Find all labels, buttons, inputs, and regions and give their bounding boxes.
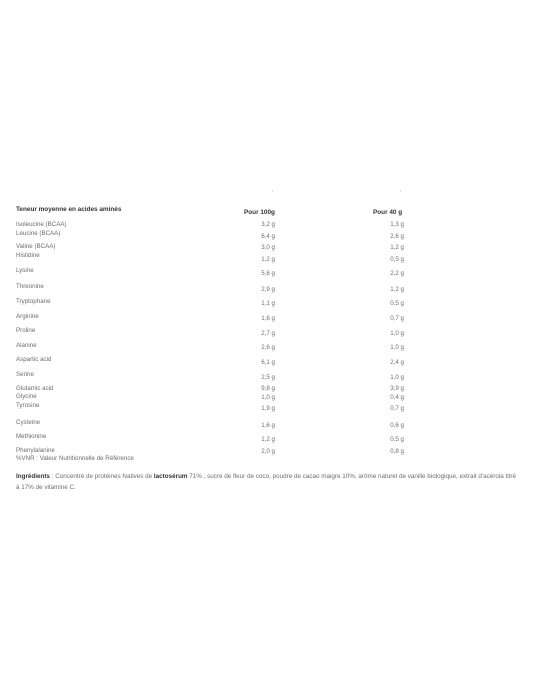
value-per-40g: 0,5 g	[390, 300, 404, 307]
value-per-40g: 0,8 g	[390, 448, 404, 455]
value-per-100g: 1,6 g	[261, 315, 275, 322]
value-per-100g: 5,6 g	[261, 270, 275, 277]
column-marker: '	[400, 191, 402, 197]
value-per-40g: 3,9 g	[390, 385, 404, 392]
ingredients-paragraph	[16, 472, 521, 493]
ingredients-text-before: : Concentré de protéines Natives de	[49, 473, 154, 480]
value-per-100g: 1,9 g	[261, 405, 275, 412]
amino-acid-name: Histidine	[16, 252, 40, 259]
value-per-100g: 6,1 g	[261, 359, 275, 366]
value-per-100g: 2,9 g	[261, 286, 275, 293]
value-per-100g: 1,6 g	[261, 422, 275, 429]
value-per-40g: 2,6 g	[390, 233, 404, 240]
value-per-100g: 1,2 g	[261, 256, 275, 263]
amino-acid-name: Tryptophane	[16, 298, 51, 305]
value-per-100g: 1,1 g	[261, 300, 275, 307]
amino-acid-name: Arginine	[16, 313, 39, 320]
value-per-40g: 1,0 g	[390, 344, 404, 351]
amino-acid-name: Leucine (BCAA)	[16, 230, 61, 237]
amino-acid-name: Phenylalanine	[16, 447, 55, 454]
value-per-40g: 0,5 g	[390, 436, 404, 443]
amino-acid-name: Methionine	[16, 433, 47, 440]
amino-acid-name: Glycine	[16, 393, 37, 400]
amino-acid-name: Lysine	[16, 267, 34, 274]
column-header-100g: Pour 100g	[244, 209, 275, 216]
value-per-40g: 0,7 g	[390, 315, 404, 322]
value-per-40g: 1,0 g	[390, 330, 404, 337]
amino-acid-name: Threonine	[16, 283, 44, 290]
value-per-100g: 2,5 g	[261, 374, 275, 381]
ingredients-label: Ingrédients	[16, 473, 50, 480]
value-per-40g: 2,2 g	[390, 270, 404, 277]
column-header-40g: Pour 40 g	[373, 209, 403, 216]
value-per-40g: 0,4 g	[390, 394, 404, 401]
value-per-100g: 9,8 g	[261, 385, 275, 392]
vnr-note: %VNR : Valeur Nutritionnelle de Référence	[16, 455, 134, 462]
value-per-100g: 1,0 g	[261, 394, 275, 401]
value-per-40g: 0,5 g	[390, 256, 404, 263]
value-per-40g: 0,7 g	[390, 405, 404, 412]
value-per-40g: 0,6 g	[390, 422, 404, 429]
value-per-100g: 3,0 g	[261, 244, 275, 251]
value-per-100g: 2,7 g	[261, 330, 275, 337]
value-per-40g: 2,4 g	[390, 359, 404, 366]
table-title: Teneur moyenne en acides aminés	[16, 206, 122, 213]
amino-acid-name: Aspartic acid	[16, 356, 52, 363]
value-per-100g: 2,0 g	[261, 448, 275, 455]
value-per-40g: 1,0 g	[390, 374, 404, 381]
value-per-40g: 1,3 g	[390, 221, 404, 228]
ingredients-text-after: 71% , sucre de fleur de coco, poudre de cacao maigre 10%, arôme naturel de vanille biologique, extrait d'acérola titré à 17% de vitamine C.	[16, 473, 517, 491]
amino-acid-name: Alanine	[16, 342, 37, 349]
amino-acid-name: Tyrosine	[16, 402, 40, 409]
column-marker: '	[272, 191, 274, 197]
value-per-100g: 6,4 g	[261, 233, 275, 240]
value-per-40g: 1,2 g	[390, 286, 404, 293]
value-per-40g: 1,2 g	[390, 244, 404, 251]
value-per-100g: 3,2 g	[261, 221, 275, 228]
amino-acid-name: Cysteine	[16, 419, 41, 426]
value-per-100g: 1,2 g	[261, 436, 275, 443]
amino-acid-name: Valine (BCAA)	[16, 243, 56, 250]
amino-acid-name: Glutamic acid	[16, 385, 54, 392]
amino-acid-name: Isoleucine (BCAA)	[16, 221, 67, 228]
value-per-100g: 2,6 g	[261, 344, 275, 351]
amino-acid-name: Proline	[16, 327, 36, 334]
ingredients-bold-word: lactosérum	[153, 473, 188, 480]
amino-acid-name: Serine	[16, 371, 34, 378]
